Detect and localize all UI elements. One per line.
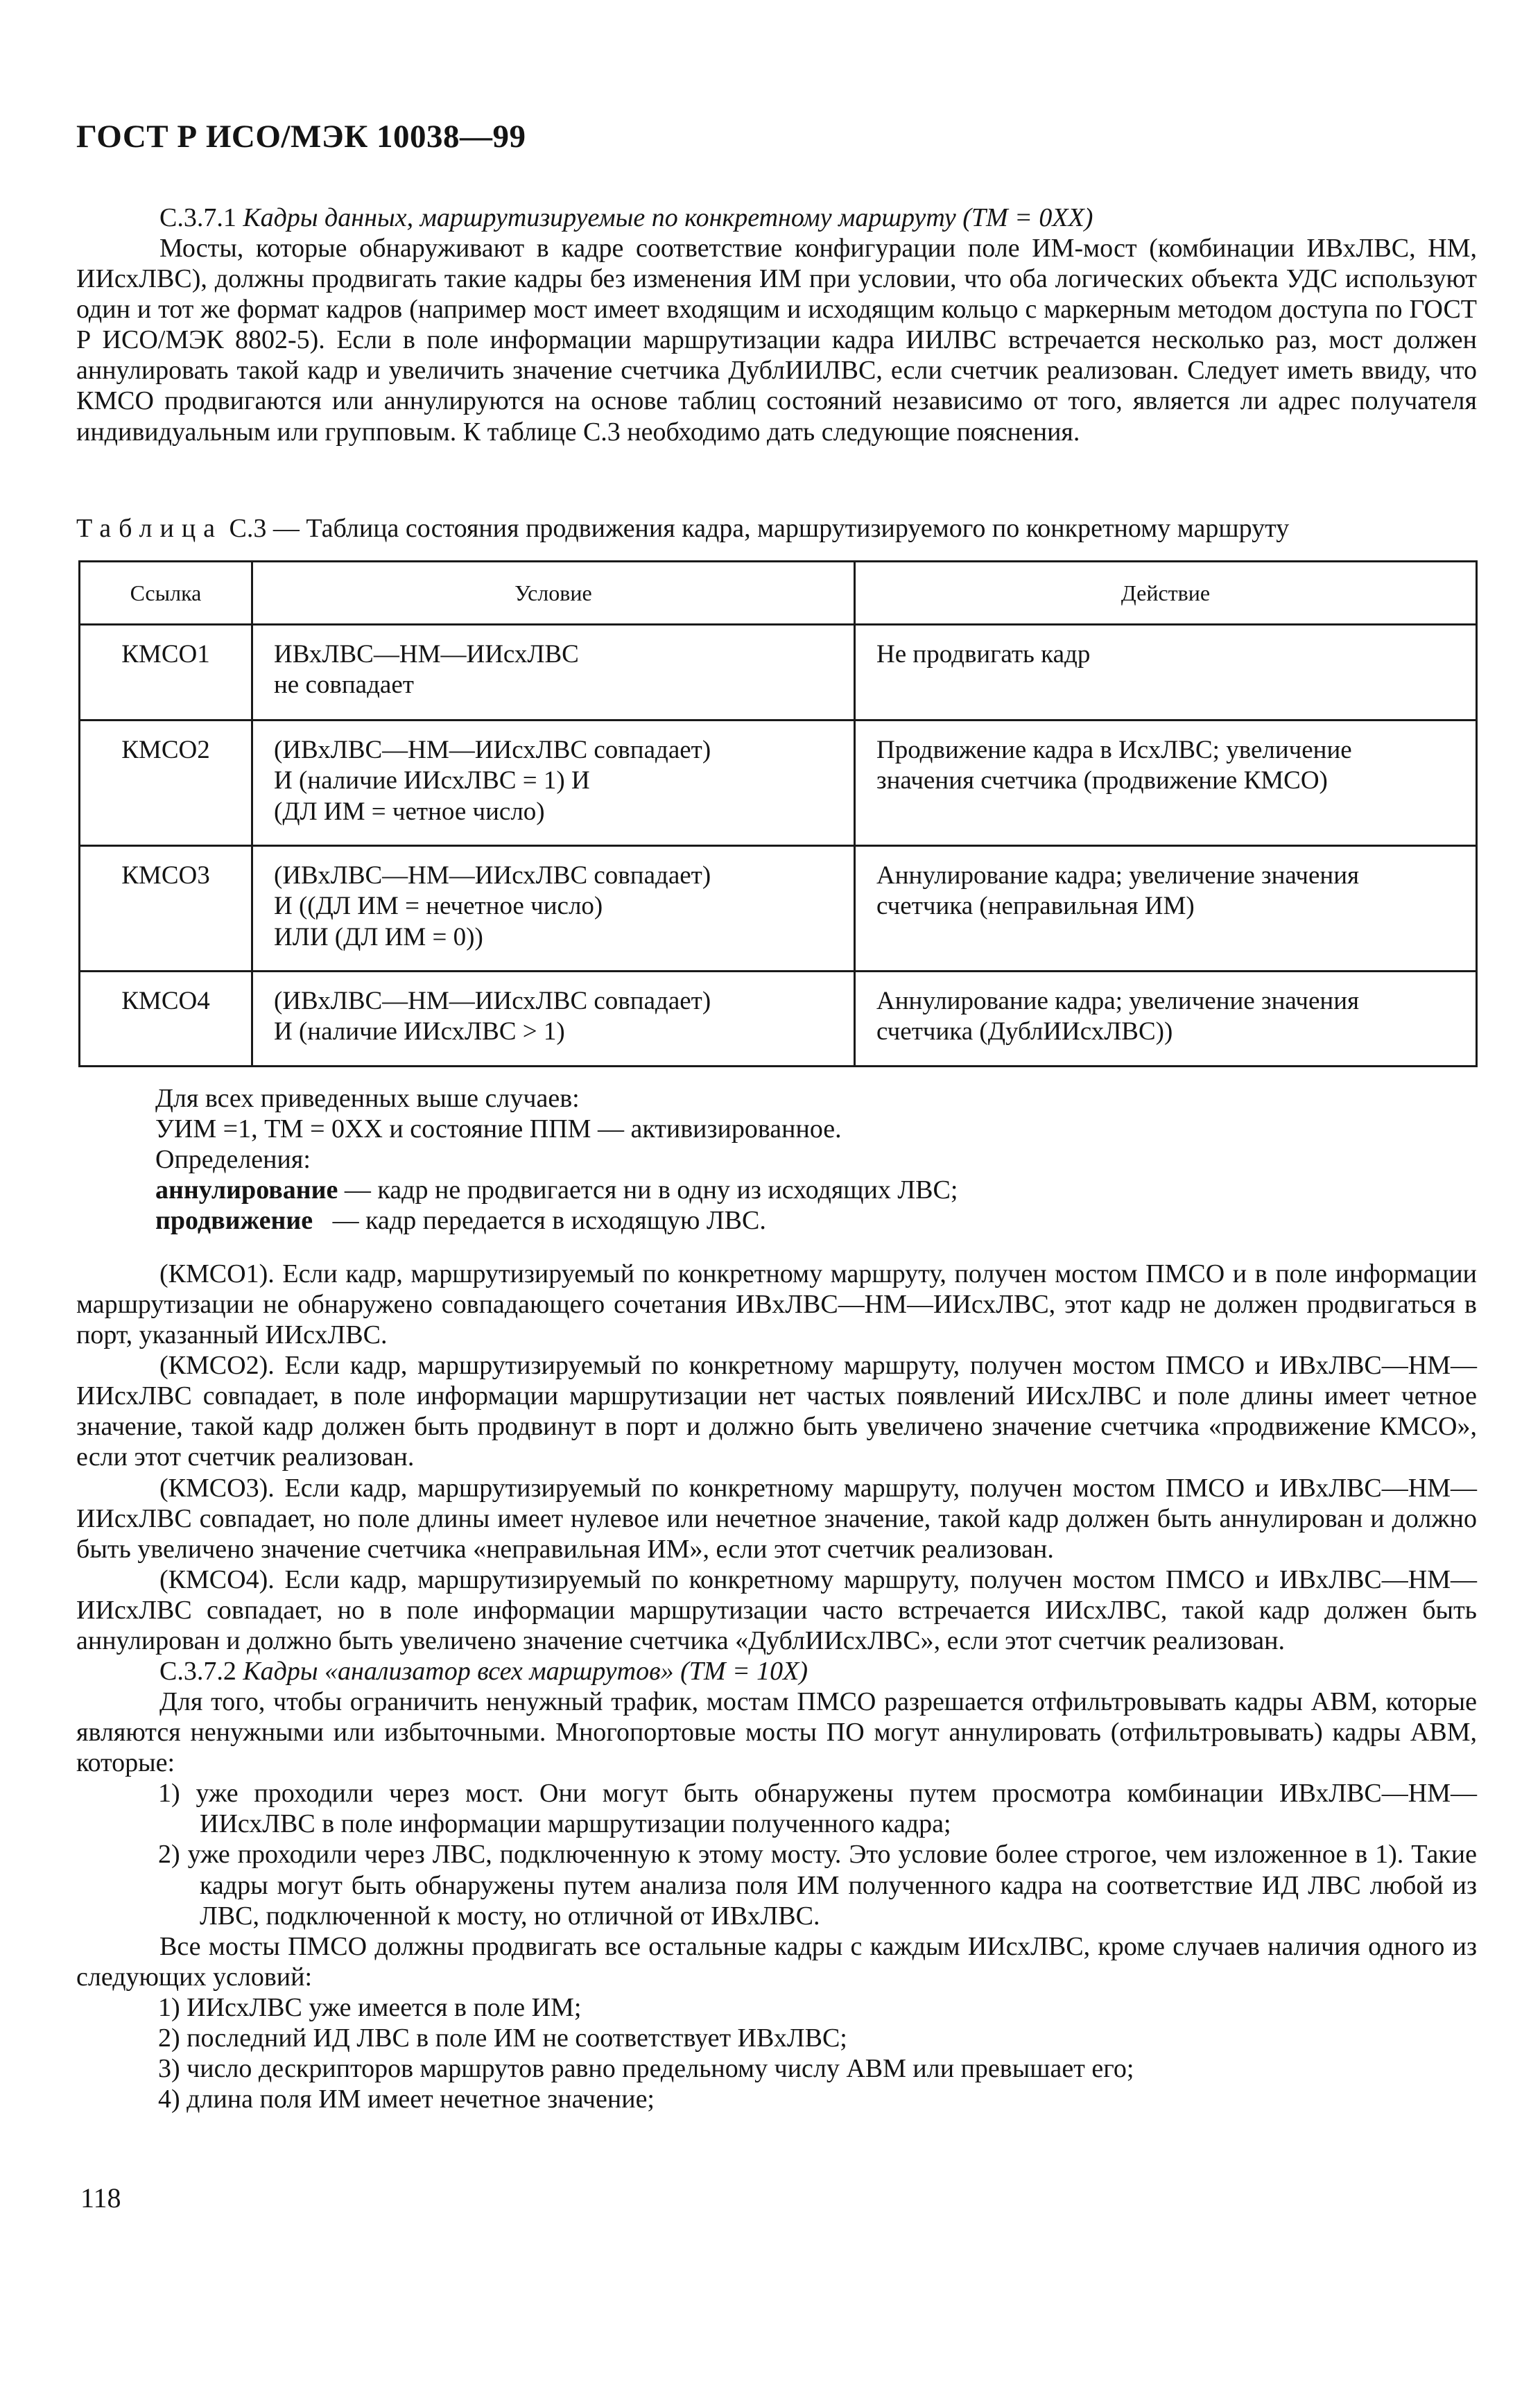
definition-text: — кадр не продвигается ни в одну из исходящих ЛВС; — [338, 1175, 958, 1205]
section-c371 — [76, 202, 1477, 447]
table-cell-ref: КМСО3 — [80, 846, 252, 972]
definition-text: — кадр передается в исходящую ЛВС. — [313, 1206, 766, 1236]
action-line: счетчика (ДублИИсхЛВС)) — [876, 1017, 1173, 1046]
action-line: Аннулирование кадра; увеличение значения — [876, 987, 1360, 1015]
table-cell-action — [855, 625, 1477, 721]
section-c372-heading — [76, 1656, 1477, 1686]
condition-line: ИЛИ (ДЛ ИМ = 0)) — [274, 922, 483, 951]
condition-line: И (наличие ИИсхЛВС > 1) — [274, 1017, 565, 1046]
definition-term: аннулирование — [155, 1175, 338, 1205]
page-number: 118 — [80, 2182, 121, 2214]
note-line: УИМ =1, ТМ = 0XX и состояние ППМ — активизированное. — [155, 1114, 842, 1144]
table-cell-action — [855, 972, 1477, 1067]
paragraph-kmso4: (КМСО4). Если кадр, маршрутизируемый по конкретному маршруту, получен мостом ПМСО и ИВхЛВС—НМ—ИИсхЛВС совпадает, но в поле информации маршрутизации часто встречается ИИсхЛВС, такой кадр должен быть аннулирован и должно быть увеличено значение счетчика «ДублИИсхЛВС», если этот счетчик реализован. — [76, 1564, 1477, 1655]
section-c371-heading — [76, 202, 1477, 233]
section-c371-number: С.3.7.1 — [159, 203, 236, 232]
list-item: 4) длина поля ИМ имеет нечетное значение; — [158, 2085, 655, 2114]
table-cell-ref: КМСО4 — [80, 972, 252, 1067]
action-line: значения счетчика (продвижение КМСО) — [876, 766, 1328, 795]
table-cell-condition — [252, 846, 855, 972]
condition-line: (ИВхЛВС—НМ—ИИсхЛВС совпадает) — [274, 736, 711, 764]
paragraph-forward-rule: Все мосты ПМСО должны продвигать все остальные кадры с каждым ИИсхЛВС, кроме случаев наличия одного из следующих условий: — [76, 1931, 1477, 1992]
action-line: счетчика (неправильная ИМ) — [876, 892, 1195, 921]
body-text — [76, 1259, 1477, 2114]
definition-forward — [155, 1205, 1473, 1236]
condition-line: (ИВхЛВС—НМ—ИИсхЛВС совпадает) — [274, 861, 711, 890]
note-line: Для всех приведенных выше случаев: — [155, 1084, 580, 1113]
document-header-title: ГОСТ Р ИСО/МЭК 10038—99 — [76, 119, 526, 155]
table-cell-ref: КМСО2 — [80, 721, 252, 846]
list-item: 3) число дескрипторов маршрутов равно предельному числу АВМ или превышает его; — [158, 2054, 1134, 2084]
condition-line: не совпадает — [274, 671, 414, 700]
list-item: 1) уже проходили через мост. Они могут быть обнаружены путем просмотра комбинации ИВхЛВС—НМ—ИИсхЛВС в поле информации маршрутизации полученного кадра; — [158, 1779, 1477, 1839]
condition-line: И (наличие ИИсхЛВС = 1) И — [274, 766, 590, 795]
note-line: Определения: — [155, 1145, 311, 1175]
section-c371-paragraph: Мосты, которые обнаруживают в кадре соответствие конфигурации поле ИМ-мост (комбинации ИВхЛВС, НМ, ИИсхЛВС), должны продвигать такие кадры без изменения ИМ при условии, что оба логических объекта УДС используют один и тот же формат кадров (например мост имеет входящим и исходящим кольцо с маркерным методом доступа по ГОСТ Р ИСО/МЭК 8802-5). Если в поле информации маршрутизации кадра ИИЛВС встречается несколько раз, мост должен аннулировать такой кадр и увеличить значение счетчика ДублИИЛВС, если счетчик реализован. Следует иметь ввиду, что КМСО продвигаются или аннулируются на основе таблиц состояний независимо от того, является ли адрес получателя индивидуальным или групповым. К таблице С.3 необходимо дать следующие пояснения. — [76, 234, 1477, 447]
table-cell-condition — [252, 721, 855, 846]
table-cell-condition — [252, 625, 855, 721]
list-item: 2) последний ИД ЛВС в поле ИМ не соответствует ИВхЛВС; — [158, 2023, 847, 2053]
paragraph-kmso3: (КМСО3). Если кадр, маршрутизируемый по конкретному маршруту, получен мостом ПМСО и ИВхЛВС—НМ—ИИсхЛВС совпадает, но поле длины имеет нулевое или нечетное значение, такой кадр должен быть аннулирован и должно быть увеличено значение счетчика «неправильная ИМ», если этот счетчик реализован. — [76, 1473, 1477, 1564]
list-item: 1) ИИсхЛВС уже имеется в поле ИМ; — [158, 1992, 582, 2022]
section-c372-title: Кадры «анализатор всех маршрутов» (ТМ = 10X) — [243, 1657, 808, 1686]
table-row — [80, 972, 1477, 1067]
table-header-cell: Условие — [252, 562, 855, 625]
condition-line: ИВхЛВС—НМ—ИИсхЛВС — [274, 640, 579, 668]
table-caption-label: Таблица — [76, 514, 223, 543]
table-cell-action — [855, 721, 1477, 846]
table-header-row — [80, 562, 1477, 625]
paragraph-filter: Для того, чтобы ограничить ненужный трафик, мостам ПМСО разрешается отфильтровывать кадры АВМ, которые являются ненужными или избыточными. Многопортовые мосты ПО могут аннулировать (отфильтровывать) кадры АВМ, которые: — [76, 1687, 1477, 1778]
action-line: Продвижение кадра в ИсхЛВС; увеличение — [876, 736, 1352, 764]
table-row — [80, 846, 1477, 972]
table-caption-text: С.3 — Таблица состояния продвижения кадра, маршрутизируемого по конкретному маршруту — [223, 514, 1290, 543]
action-line: Аннулирование кадра; увеличение значения — [876, 861, 1360, 890]
condition-line: (ИВхЛВС—НМ—ИИсхЛВС совпадает) — [274, 987, 711, 1015]
table-notes — [155, 1083, 1473, 1236]
state-table — [78, 560, 1478, 1067]
paragraph-kmso1: (КМСО1). Если кадр, маршрутизируемый по конкретному маршруту, получен мостом ПМСО и в поле информации маршрутизации не обнаружено совпадающего сочетания ИВхЛВС—НМ—ИИсхЛВС, этот кадр не должен продвигаться в порт, указанный ИИсхЛВС. — [76, 1259, 1477, 1350]
table-cell-condition — [252, 972, 855, 1067]
table-caption — [76, 513, 1477, 544]
list-item: 2) уже проходили через ЛВС, подключенную к этому мосту. Это условие более строгое, чем изложенное в 1). Такие кадры могут быть обнаружены путем анализа поля ИМ полученного кадра на соответствие ИД ЛВС любой из ЛВС, подключенной к мосту, но отличной от ИВхЛВС. — [158, 1840, 1477, 1931]
table-header-cell: Действие — [855, 562, 1477, 625]
table-header-cell: Ссылка — [80, 562, 252, 625]
section-c372-number: С.3.7.2 — [159, 1657, 236, 1686]
definition-term: продвижение — [155, 1206, 313, 1236]
paragraph-kmso2: (КМСО2). Если кадр, маршрутизируемый по конкретному маршруту, получен мостом ПМСО и ИВхЛВС—НМ—ИИсхЛВС совпадает, в поле информации маршрутизации нет частых появлений ИИсхЛВС и поле длины имеет четное значение, такой кадр должен быть продвинут в порт и должно быть увеличено значение счетчика «продвижение КМСО», если этот счетчик реализован. — [76, 1351, 1477, 1472]
section-c371-title: Кадры данных, маршрутизируемые по конкретному маршруту (ТМ = 0XX) — [243, 203, 1093, 232]
table-row — [80, 625, 1477, 721]
table-cell-action — [855, 846, 1477, 972]
table-row — [80, 721, 1477, 846]
condition-line: И ((ДЛ ИМ = нечетное число) — [274, 892, 603, 921]
definition-annul — [155, 1175, 1473, 1205]
action-line: Не продвигать кадр — [876, 640, 1091, 668]
condition-line: (ДЛ ИМ = четное число) — [274, 797, 545, 826]
table-cell-ref: КМСО1 — [80, 625, 252, 721]
